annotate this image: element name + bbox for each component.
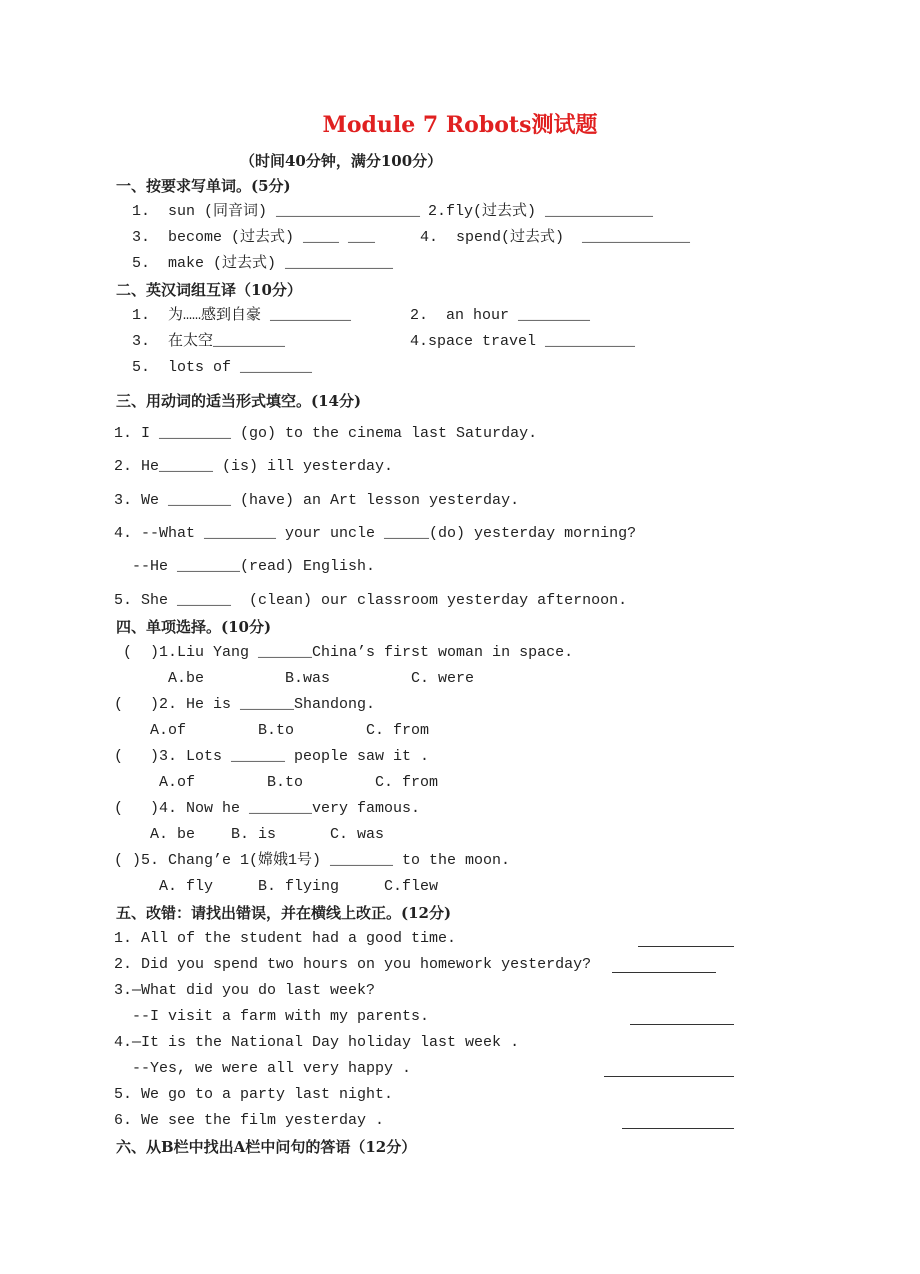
s5-answer-line-4 — [604, 1076, 734, 1077]
section-6-heading: 六、从B栏中找出A栏中问句的答语（12分） — [116, 1138, 417, 1156]
s2-question-5: 5. lots of ________ — [132, 359, 313, 376]
s4-question-3: ( )3. Lots ______ people saw it . — [114, 748, 430, 765]
section-5-heading: 五、改错：请找出错误，并在横线上改正。(12分) — [116, 904, 452, 922]
section-1-heading: 一、按要求写单词。(5分) — [116, 177, 291, 195]
s1-question-3: 3. become (过去式) ____ ___ — [132, 229, 376, 246]
s4-question-5-options: A. fly B. flying C.flew — [114, 878, 439, 895]
section-2-heading: 二、英汉词组互译（10分） — [116, 281, 302, 299]
s5-answer-line-1 — [638, 946, 734, 947]
s4-question-2: ( )2. He is ______Shandong. — [114, 696, 376, 713]
s3-question-4a: 4. --What ________ your uncle _____(do) yesterday morning? — [114, 525, 637, 542]
s5-answer-line-2 — [612, 972, 716, 973]
s5-question-5: 5. We go to a party last night. — [114, 1086, 394, 1103]
s4-question-4-options: A. be B. is C. was — [114, 826, 385, 843]
s4-question-1: ( )1.Liu Yang ______China’s first woman in space. — [114, 644, 574, 661]
s3-question-4b: --He _______(read) English. — [114, 558, 376, 575]
s2-question-1: 1. 为……感到自豪 _________ — [132, 307, 352, 324]
s2-question-3: 3. 在太空________ — [132, 333, 286, 350]
s5-answer-line-6 — [622, 1128, 734, 1129]
s2-question-4: 4.space travel __________ — [410, 333, 636, 350]
s1-question-5: 5. make (过去式) ____________ — [132, 255, 394, 272]
s5-question-1: 1. All of the student had a good time. — [114, 930, 457, 947]
s5-question-4b: --Yes, we were all very happy . — [114, 1060, 412, 1077]
s3-question-2: 2. He______ (is) ill yesterday. — [114, 458, 394, 475]
s5-question-4a: 4.—It is the National Day holiday last week . — [114, 1034, 520, 1051]
section-4-heading: 四、单项选择。(10分) — [116, 618, 272, 636]
s5-question-2: 2. Did you spend two hours on you homework yesterday? — [114, 956, 592, 973]
s3-question-3: 3. We _______ (have) an Art lesson yesterday. — [114, 492, 520, 509]
s3-question-5: 5. She ______ (clean) our classroom yesterday afternoon. — [114, 592, 628, 609]
s2-question-2: 2. an hour ________ — [410, 307, 591, 324]
s5-question-6: 6. We see the film yesterday . — [114, 1112, 385, 1129]
s4-question-3-options: A.of B.to C. from — [114, 774, 439, 791]
s1-question-1: 1. sun (同音词) ________________ — [132, 203, 421, 220]
s5-answer-line-3 — [630, 1024, 734, 1025]
s4-question-5: ( )5. Chang’e 1(嫦娥1号) _______ to the moon. — [114, 852, 511, 869]
s1-question-2: 2.fly(过去式) ____________ — [428, 203, 654, 220]
s5-question-3b: --I visit a farm with my parents. — [114, 1008, 430, 1025]
page-title: Module 7 Robots测试题 — [322, 112, 598, 138]
s4-question-1-options: A.be B.was C. were — [114, 670, 475, 687]
section-3-heading: 三、用动词的适当形式填空。(14分) — [116, 392, 362, 410]
s4-question-2-options: A.of B.to C. from — [114, 722, 430, 739]
s4-question-4: ( )4. Now he _______very famous. — [114, 800, 421, 817]
s3-question-1: 1. I ________ (go) to the cinema last Saturday. — [114, 425, 538, 442]
s1-question-4: 4. spend(过去式) ____________ — [420, 229, 691, 246]
exam-info: （时间40分钟，满分100分） — [240, 152, 443, 170]
s5-question-3a: 3.—What did you do last week? — [114, 982, 376, 999]
